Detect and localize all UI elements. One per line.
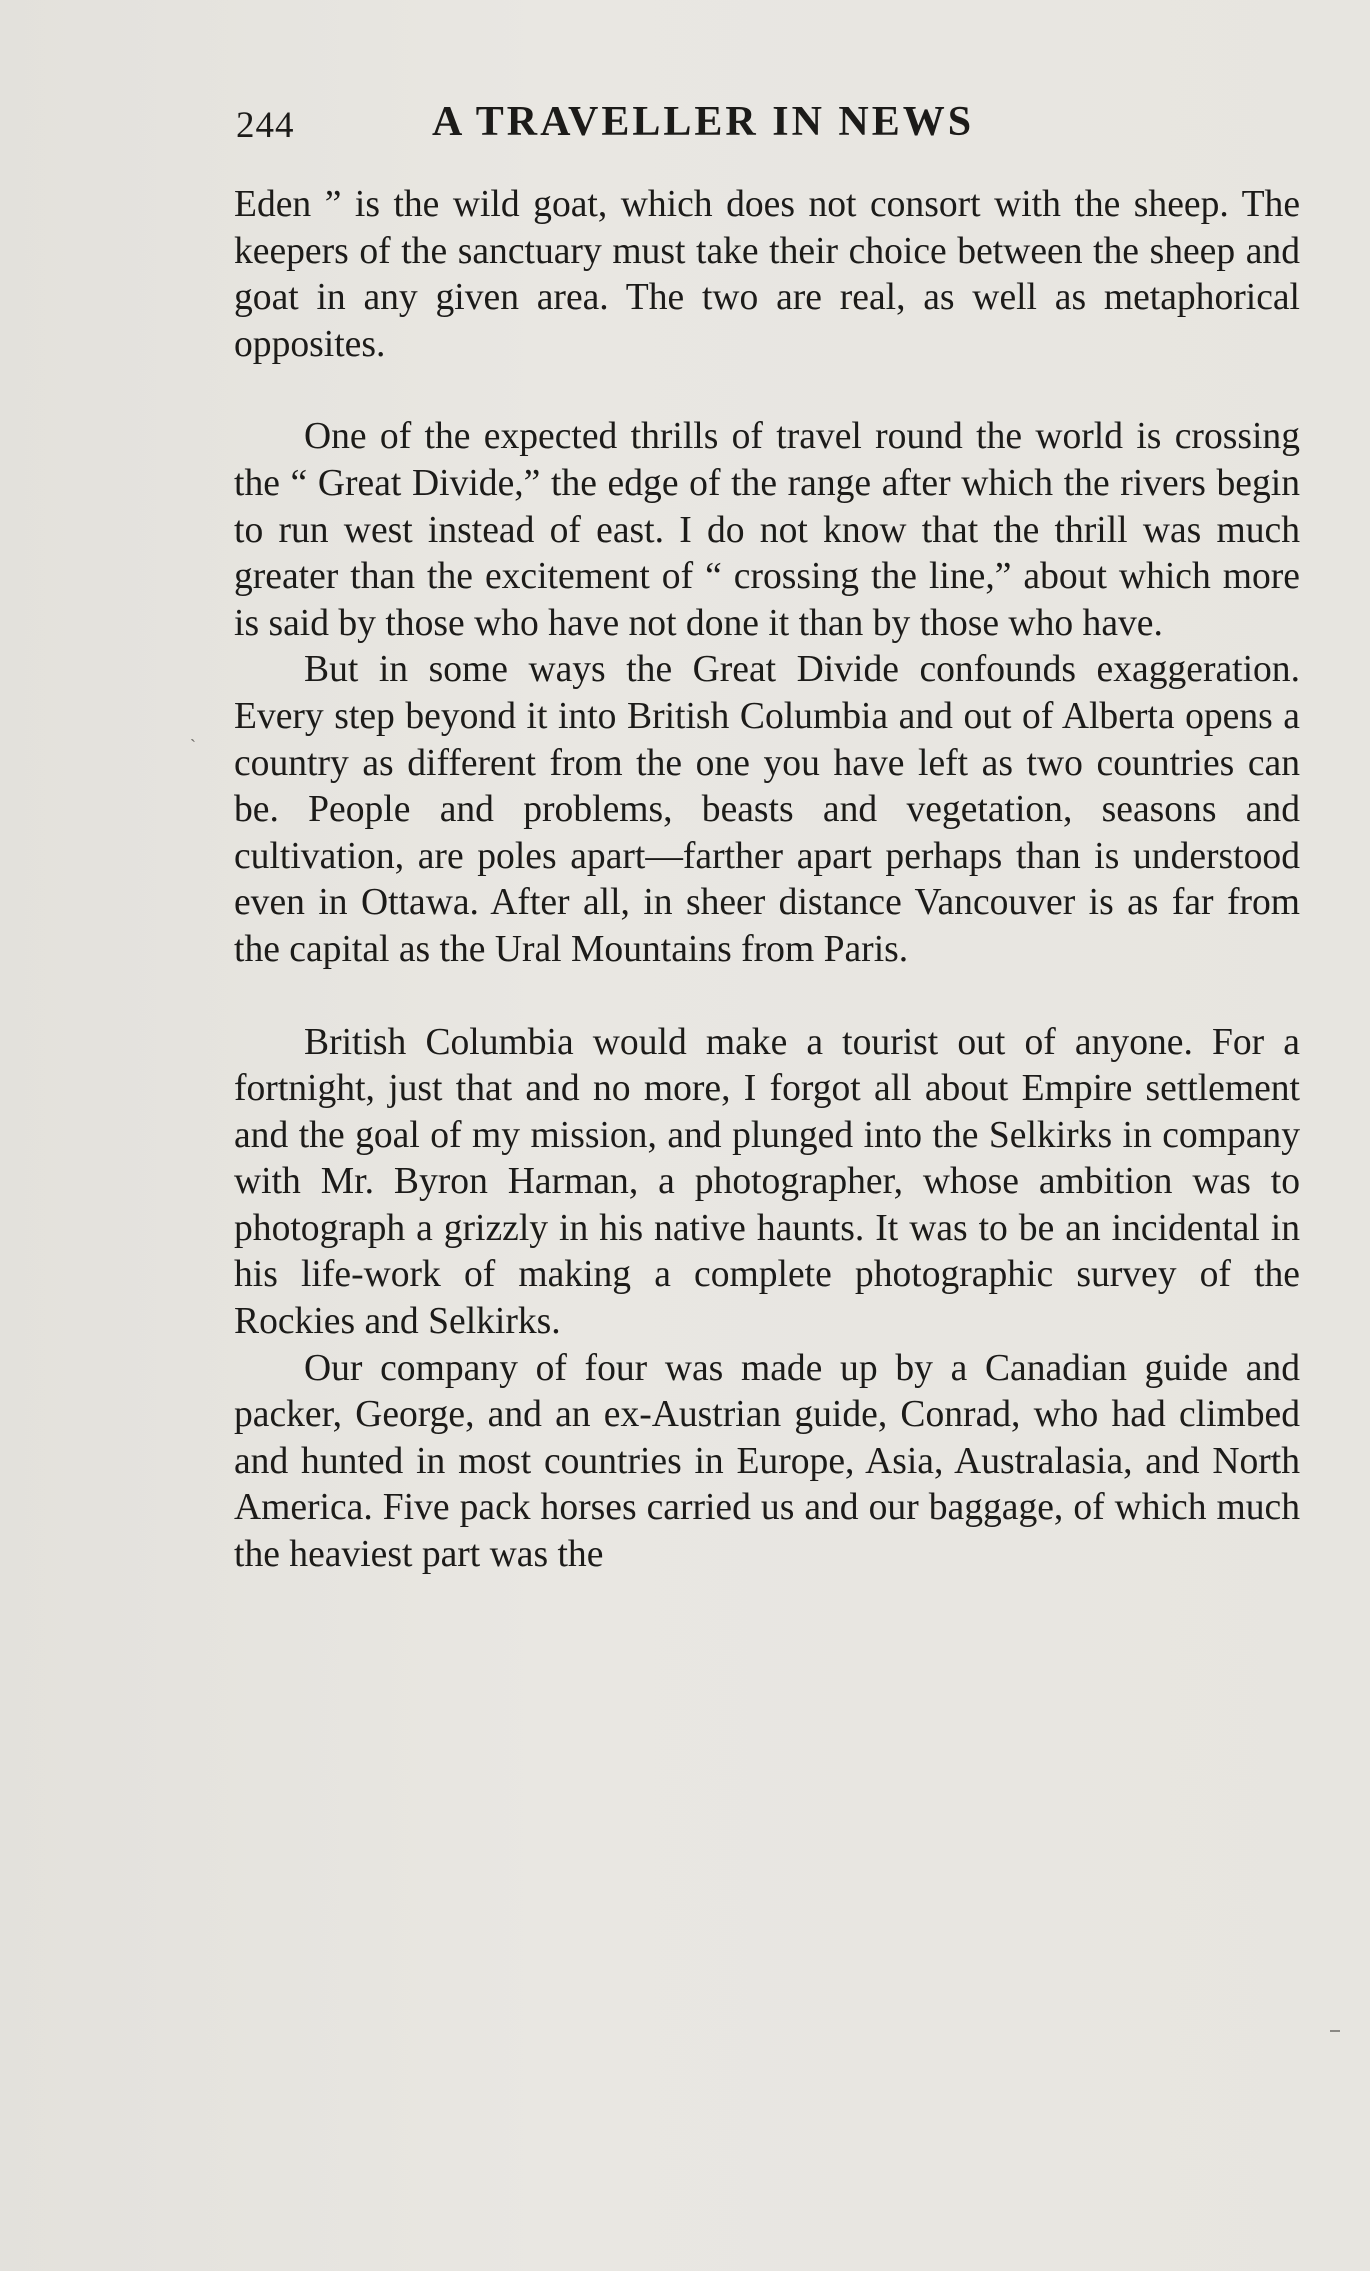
- page-header: [236, 98, 1300, 158]
- paragraph: Our company of four was made up by a Canadian guide and packer, George, and an ex-Austrian guide, Conrad, who had climbed and hunted in most countries in Europe, Asia, Australasia, and North America. Five pack horses carried us and our baggage, of which much the heaviest part was the: [234, 1347, 1300, 1576]
- paragraph-continued: Eden ” is the wild goat, which does not consort with the sheep. The keepers of the sanctuary must take their choice between the sheep and goat in any given area. The two are real, as well as metaphorical opposites.: [234, 184, 1300, 365]
- paragraph: British Columbia would make a tourist out of anyone. For a fortnight, just that and no more, I forgot all about Empire settlement and the goal of my mission, and plunged into the Selkirks in company with Mr. Byron Harman, a photographer, whose ambition was to photograph a grizzly in his native haunts. It was to be an incidental in his life-work of making a complete photographic survey of the Rockies and Selkirks.: [234, 1021, 1300, 1343]
- paragraph: But in some ways the Great Divide confounds exaggeration. Every step beyond it into British Columbia and out of Alberta opens a country as different from the one you have left as two countries can be. People and problems, beasts and vegetation, seasons and cultivation, are poles apart—farther apart perhaps than is understood even in Ottawa. After all, in sheer distance Vancouver is as far from the capital as the Ural Mountains from Paris.: [234, 649, 1300, 970]
- margin-tick-mark: ˎ: [190, 722, 196, 742]
- paragraph: One of the expected thrills of travel round the world is crossing the “ Great Divide,” the edge of the range after which the rivers begin to run west instead of east. I do not know that the thrill was much greater than the excitement of “ crossing the line,” about which more is said by those who have not done it than by those who have.: [234, 416, 1300, 644]
- running-title: A TRAVELLER IN NEWS: [432, 99, 975, 145]
- edge-mark: [1330, 2030, 1340, 2032]
- body-text: [234, 182, 1300, 1579]
- page-number: 244: [236, 105, 295, 146]
